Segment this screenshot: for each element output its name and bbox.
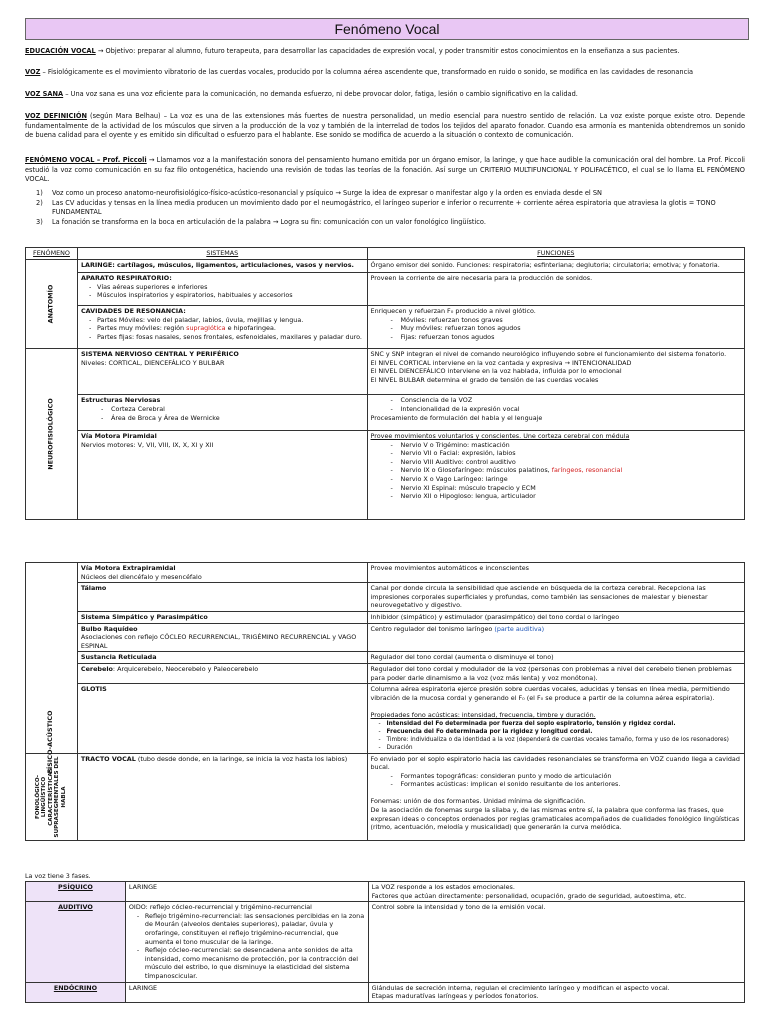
paragraph-educacion bbox=[25, 47, 745, 57]
table-row: Tálamo Canal por donde circula la sensibilidad que asciende en búsqueda de la corteza cerebral. Recepciona las impresiones corporales superficiales y profundas, como también las sensaciones de malestar y bienestar neurovegetativo y digestivo. bbox=[26, 583, 745, 612]
list-item: 2) Las CV aducidas y tensas en la línea media producen un movimiento dado por el neumogástrico, el laríngeo superior e inferior o recurrente + corriente aérea espiratoria que atraviesa la glotis = TONO FUNDAMENTAL bbox=[36, 198, 716, 217]
table-row: AUDITIVO OIDO: reflejo cócleo-recurrencial y trigémino-recurrencial - Reflejo trigémino-recurrencial: las sensaciones percibidas en la zona de Mourán (alveolos dentales superiores), paladar, úvula y orofaringe, constituyen el reflejo trigémino-recurrencial, que aumenta el tono muscular de la laringe. - Reflejo cócleo-recurrencial: se desencadena ante sonidos de alta intensidad, como mecanismo de protección, por la contracción del músculo del estribo, lo que disminuye la elasticidad del sistema tímpanoscicular. Control sobre la intensidad y tono de la emisión vocal. bbox=[26, 902, 745, 982]
group-fonologico: FONOLÓGICO- LINGÜÍSTICO CARACTERÍSTICAS SUPRASEGMENTALES DEL HABLA bbox=[26, 753, 78, 840]
term-voz-definicion: VOZ DEFINICIÓN bbox=[25, 112, 87, 120]
text-educacion: → Objetivo: preparar al alumno, futuro terapeuta, para desarrollar las capacidades de expresión vocal, y poder transmitir estos conocimientos en la enseñanza a sus pacientes. bbox=[95, 47, 680, 55]
table-row: Estructuras Nerviosas - Corteza Cerebral - Área de Broca y Área de Wernicke - Consciencia de la VOZ - Intencionalidad de la expresión vocal Procesamiento de formulación del habla y el lenguaje bbox=[26, 395, 745, 431]
text-voz-definicion: (según Mara Belhau) – La voz es una de las extensiones más fuertes de nuestra personalidad, un medio esencial para nuestro sentido de relación. La voz existe porque existe otro. Depende fundamentalmente de la actividad de los músculos que sirven a la producción de la voz y también de la interrelad de todos los tejidos del aparato fonador. Cuando esa armonía es mantenida obtendremos un sonido de buena calidad para el oyente y es emitido sin dificultad o esfuerzo para el hablante. Ese sonido se modifica de acuerdo a la situación o contexto de comunicación. bbox=[25, 112, 745, 140]
term-fenomeno: FENÓMENO VOCAL – Prof. Piccoli bbox=[25, 156, 147, 164]
term-voz-sana: VOZ SANA bbox=[25, 90, 64, 98]
table-row: Vía Motora Extrapiramidal Núcleos del diencéfalo y mesencéfalo Provee movimientos automáticos e inconscientes bbox=[26, 563, 745, 583]
term-educacion: EDUCACIÓN VOCAL bbox=[25, 47, 96, 55]
list-item: 3) La fonación se transforma en la boca en articulación de la palabra → Logra su fin: comunicación con un valor fonológico lingüístico. bbox=[36, 217, 486, 226]
paragraph-voz-sana bbox=[25, 90, 745, 100]
list-item: 1) Voz como un proceso anatomo-neurofisiológico-físico-acústico-resonancial y psíquico → Surge la idea de expresar o manifestar algo y la orden es enviada desde el SN bbox=[36, 189, 602, 197]
page-title: Fenómeno Vocal bbox=[25, 18, 749, 40]
table-row: Cerebelo: Arquicerebelo, Neocerebelo y Paleocerebelo Regulador del tono cordal y modulador de la voz (personas con problemas a nivel del cerebelo tienen problemas para poder darle dinamismo a la voz (voz más lenta) y voz monótona). bbox=[26, 663, 745, 683]
table-row: APARATO RESPIRATORIO: - Vías aéreas superiores e inferiores - Músculos inspiratorios y espiratorios, habituales y accesorios Proveen la corriente de aire necesaria para la producción de sonidos. bbox=[26, 273, 745, 306]
table-row: PSÍQUICO LARINGE La VOZ responde a los estados emocionales. Factores que actúan directamente: personalidad, ocupación, grado de seguridad, autoestima, etc. bbox=[26, 882, 745, 902]
table-row: GLOTIS Columna aérea espiratoria ejerce presión sobre cuerdas vocales, aducidas y tensas en línea media, permitiendo vibración de la mucosa cordal y generando el F₀ (el F₀ se produce a partir de la columna aérea espiratoria). Propiedades fono acústicas: intensidad, frecuencia, timbre y duración. - Intensidad del Fo determinada por fuerza del soplo espiratorio, tensión y rigidez cordal. - Frecuencia del Fo determinada por la rigidez y longitud cordal. - Timbre: individualiza o da identidad a la voz (dependerá de cuerdas vocales tamaño, forma y uso de los resonadores) - Duración bbox=[26, 684, 745, 753]
paragraph-voz-definicion bbox=[25, 112, 745, 141]
header-funciones: FUNCIONES bbox=[367, 248, 744, 260]
numbered-list bbox=[36, 189, 744, 227]
text-fenomeno: → Llamamos voz a la manifestación sonora del pensamiento humano emitida por un órgano emisor, la laringe, y que hace audible la comunicación oral del hombre. La Prof. Piccoli estudió la voz como comunicación en su faz filo ontogenética, haciendo una revisión de todas las teorías de la fonación. Así surge un CRITERIO MULTIFUNCIONAL Y POLIFACÉTICO, el cual se lo llama EL FENÓMENO VOCAL. bbox=[25, 156, 746, 184]
table-row: CAVIDADES DE RESONANCIA: - Partes Móviles: velo del paladar, labios, úvula, mejillas y lengua. - Partes muy móviles: región supraglótica e hipofaringea. - Partes fijas: fosas nasales, senos frontales, esfenoidales, maxilares y paladar duro. Enriquecen y refuerzan F₀ producido a nivel glótico. - Móviles: refuerzan tonos graves - Muy móviles: refuerzan tonos agudos - Fijas: refuerzan tonos agudos bbox=[26, 306, 745, 349]
text-voz-sana: – Una voz sana es una voz eficiente para la comunicación, no demanda esfuerzo, ni debe provocar dolor, fatiga, lesión o cambio significativo en la calidad. bbox=[63, 90, 578, 98]
table-row: FONOLÓGICO- LINGÜÍSTICO CARACTERÍSTICAS SUPRASEGMENTALES DEL HABLA TRACTO VOCAL (tubo desde donde, en la laringe, se inicia la voz hasta los labios) Fo enviado por el soplo espiratorio hacia las cavidades resonanciales se transforma en VOZ cuando llega a cavidad bucal. - Formantes topográficas: consideran punto y modo de articulación - Formantes acústicas: implican el sonido resultante de los anteriores. Fonemas: unión de dos formantes. Unidad mínima de significación. De la asociación de fonemas surge la sílaba y, de las mismas entre sí, la palabra que conforma las frases, que expresan ideas o conceptos ordenados por reglas gramaticales acompañados de cualidades fonológico lingüísticas (ritmo, acentuación, melodía y musicalidad) que generarán la curva melódica. bbox=[26, 753, 745, 840]
paragraph-voz bbox=[25, 68, 745, 78]
header-fenomeno: FENÓMENO bbox=[26, 248, 78, 260]
group-fisico-acustico: FÍSICO-ACÚSTICO bbox=[46, 710, 54, 774]
group-neurofisiologico: NEUROFISIOLÓGICO bbox=[26, 349, 78, 520]
table-row: ANATOMÍO LARINGE: cartílagos, músculos, ligamentos, articulaciones, vasos y nervios. Órgano emisor del sonido. Funciones: respiratoria; esfinteriana; deglutoria; circulatoria; emotiva; y fonatoria. bbox=[26, 260, 745, 273]
table-row: Vía Motora Piramidal Nervios motores: V, VII, VIII, IX, X, XI y XII Provee movimientos voluntarios y conscientes. Une corteza cerebral con médula - Nervio V o Trigémino: masticación - Nervio VII o Facial: expresión, labios - Nervio VIII Auditivo: control auditivo - Nervio IX o Glosofaríngeo: músculos palatinos, faríngeos, resonancial - Nervio X o Vago Laríngeo: laringe - Nervio XI Espinal: músculo trapecio y ECM - Nervio XII o Hipogloso: lengua, articulador bbox=[26, 431, 745, 520]
group-anatomico: ANATOMÍO bbox=[26, 260, 78, 349]
table-row: NEUROFISIOLÓGICO SISTEMA NERVIOSO CENTRAL Y PERIFÉRICO Niveles: CORTICAL, DIENCEFÁLICO Y BULBAR SNC y SNP integran el nivel de comando neurológico influyendo sobre el funcionamiento del sistema fonatorio. El NIVEL CORTICAL interviene en la voz cantada y expresiva → INTENCIONALIDAD El NIVEL DIENCEFÁLICO interviene en la voz hablada, influida por lo emocional El NIVEL BULBAR determina el grado de tensión de las cuerdas vocales bbox=[26, 349, 745, 395]
phases-table bbox=[25, 881, 745, 1003]
header-sistemas: SISTEMAS bbox=[77, 248, 367, 260]
table-row: Sustancia Reticulada Regulador del tono cordal (aumenta o disminuye el tono) bbox=[26, 652, 745, 664]
table-row: Bulbo Raquídeo Asociaciones con reflejo CÓCLEO RECURRENCIAL, TRIGÉMINO RECURRENCIAL y VAGO ESPINAL Centro regulador del tonismo laríngeo (parte auditiva) bbox=[26, 623, 745, 652]
phases-note: La voz tiene 3 fases. bbox=[25, 872, 91, 880]
systems-table bbox=[25, 247, 745, 520]
text-voz: – Fisiológicamente es el movimiento vibratorio de las cuerdas vocales, producido por la columna aérea ascendente que, transformado en ruido o sonido, se modifica en las cavidades de resonancia bbox=[40, 68, 694, 76]
table-row: Sistema Simpático y Parasimpático Inhibidor (simpático) y estimulador (parasimpático) del tono cordal o laríngeo bbox=[26, 611, 745, 623]
systems-table-continued bbox=[25, 562, 745, 841]
table-row: ENDÓCRINO LARINGE Glándulas de secreción interna, regulan el crecimiento laríngeo y modifican el aspecto vocal. Etapas maduratívas laríngeas y períodos fonatorios. bbox=[26, 982, 745, 1002]
term-voz: VOZ bbox=[25, 68, 41, 76]
paragraph-fenomeno bbox=[25, 156, 745, 185]
